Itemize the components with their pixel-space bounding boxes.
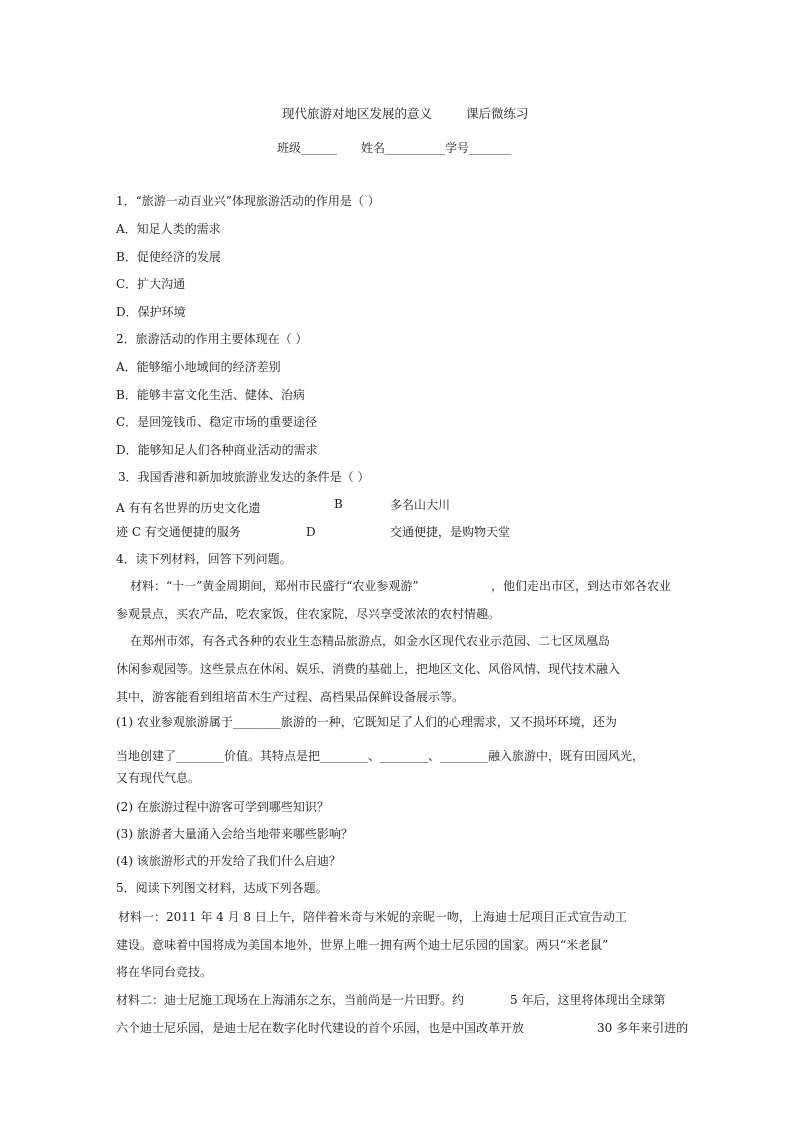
question-5-material-2-line-1a: 材料二：迪士尼施工现场在上海浦东之东，当前尚是一片田野。约: [116, 993, 465, 1007]
question-2-option-a: A．能够缩小地域间的经济差别: [116, 360, 281, 374]
question-4-material-2-line-3: 其中，游客能看到组培苗木生产过程、高档果品保鲜设备展示等。: [116, 690, 465, 704]
question-5-material-2-line-2b: 30 多年来引进的: [597, 1021, 689, 1035]
page-subtitle: 课后微练习: [466, 106, 529, 121]
question-3-option-c: 迹 C 有交通便捷的服务: [116, 525, 241, 539]
question-4-stem: 4．读下列材料，回答下列问题。: [116, 552, 292, 566]
question-4-material-1-line-2: 参观景点，买农产品，吃农家饭，住农家院，尽兴享受浓浓的农村情趣。: [116, 607, 501, 621]
question-4-sub-1-line-3: 又有现代气息。: [116, 771, 201, 785]
question-2-option-c: C．是回笼钱币、稳定市场的重要途径: [116, 415, 318, 429]
question-4-sub-4: (4) 该旅游形式的开发给了我们什么启迪？: [116, 854, 341, 868]
question-4-sub-3: (3) 旅游者大量涌入会给当地带来哪些影响？: [116, 827, 353, 841]
question-3-option-b-text: 多名山大川: [390, 498, 451, 512]
page-title: 现代旅游对地区发展的意义: [282, 106, 433, 121]
question-4-material-2-line-1: 在郑州市郊，有各式各种的农业生态精品旅游点，如金水区现代农业示范园、二七区凤凰岛: [130, 634, 611, 648]
question-1-option-b: B．促使经济的发展: [116, 250, 221, 264]
question-1-option-a: A．知足人类的需求: [116, 222, 221, 236]
question-4-sub-2: (2) 在旅游过程中游客可学到哪些知识？: [116, 800, 329, 814]
question-3-option-d-text: 交通便捷，是购物天堂: [390, 525, 511, 539]
question-4-material-1-line-1b: ，他们走出市区，到达市郊各农业: [491, 579, 672, 593]
question-4-sub-1-line-1: (1) 农业参观旅游属于________旅游的一种，它既知足了人们的心理需求，又不损坏环境，还为: [116, 715, 617, 729]
question-3-option-b-letter: B: [334, 497, 343, 511]
question-5-material-2-line-1b: 5 年后，这里将体现出全球第: [510, 993, 666, 1007]
class-field-label: 班级______: [277, 141, 338, 155]
question-2-option-b: B．能够丰富文化生活、健体、治病: [116, 388, 305, 402]
question-3-option-d-letter: D: [306, 525, 316, 539]
question-2-stem: 2．旅游活动的作用主要体现在（ ）: [116, 332, 308, 346]
question-4-material-1-line-1a: 材料：“十一”黄金周期间，郑州市民盛行“农业参观游”: [130, 579, 419, 593]
question-3-option-a: A 有有名世界的历史文化遗: [116, 501, 261, 515]
question-5-material-1-line-3: 将在华同台竞技。: [116, 965, 213, 979]
question-1-option-c: C．扩大沟通: [116, 277, 186, 291]
question-1-stem: 1．“旅游一动百业兴”体现旅游活动的作用是（ ）: [116, 194, 380, 208]
question-4-sub-1-line-2: 当地创建了________价值。其特点是把________、________、________融入旅游中，既有田园风光，: [116, 749, 645, 763]
question-1-option-d: D．保护环境: [116, 305, 186, 319]
question-5-material-1-line-2: 建设。意味着中国将成为美国本地外，世界上唯一拥有两个迪士尼乐园的国家。两只“米老鼠”: [116, 938, 609, 952]
question-5-material-1-line-1: 材料一：2011 年 4 月 8 日上午，陪伴着米奇与米妮的亲昵一吻，上海迪士尼项目正式宣告动工: [118, 910, 627, 924]
question-2-option-d: D．能够知足人们各种商业活动的需求: [116, 443, 318, 457]
question-4-material-2-line-2: 休闲参观园等。这些景点在休闲、娱乐、消费的基础上，把地区文化、风俗风情、现代技术融入: [116, 662, 621, 676]
question-3-stem: 3．我国香港和新加坡旅游业发达的条件是（ ）: [118, 470, 370, 484]
question-5-material-2-line-2a: 六个迪士尼乐园，是迪士尼在数字化时代建设的首个乐园，也是中国改革开放: [116, 1021, 525, 1035]
name-id-field-label: 姓名__________学号_______: [361, 141, 512, 155]
question-5-stem: 5．阅读下列图文材料，达成下列各题。: [116, 881, 328, 895]
